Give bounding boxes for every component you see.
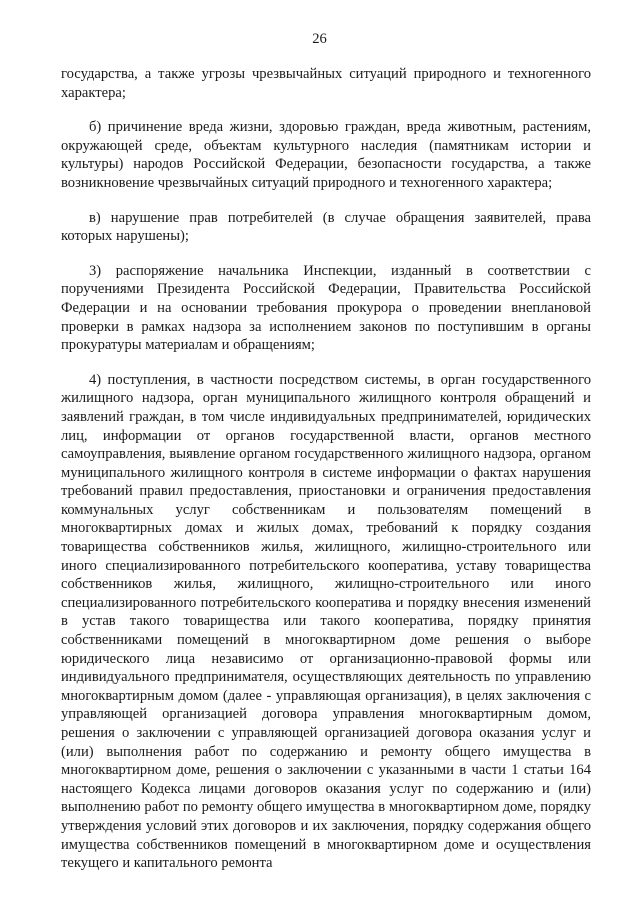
paragraph-item-v: в) нарушение прав потребителей (в случае обращения заявителей, права которых нарушены); bbox=[61, 209, 591, 245]
document-body bbox=[61, 65, 591, 873]
paragraph-item-3: 3) распоряжение начальника Инспекции, изданный в соответствии с поручениями Президента Российской Федерации, Правительства Российской Федерации и на основании требования прокурора о проведении внеплановой проверки в рамках надзора за исполнением законов по поступившим в органы прокуратуры материалам и обращениям; bbox=[61, 262, 591, 354]
page-number: 26 bbox=[312, 31, 327, 47]
paragraph-item-b: б) причинение вреда жизни, здоровью граждан, вреда животным, растениям, окружающей среде, объектам культурного наследия (памятникам истории и культуры) народов Российской Федерации, безопасности государства, а также возникновение чрезвычайных ситуаций природного и техногенного характера; bbox=[61, 119, 591, 191]
paragraph-continuation: государства, а также угрозы чрезвычайных ситуаций природного и техногенного характера; bbox=[61, 66, 591, 101]
paragraph-item-4: 4) поступления, в частности посредством системы, в орган государственного жилищного надзора, орган муниципального жилищного контроля обращений и заявлений граждан, в том числе индивидуальных предпринимателей, юридических лиц, информации от органов государственной власти, органов местного самоуправления, выявление органом государственного жилищного надзора, органом муниципального жилищного контроля в системе информации о фактах нарушения требований правил предоставления, приостановки и ограничения предоставления коммунальных услуг собственникам и пользователям помещений в многоквартирных домах и жилых домах, требований к порядку создания товарищества собственников жилья, жилищного, жилищно-строительного или иного специализированного потребительского кооператива, уставу товарищества собственников жилья, жилищного, жилищно-строительного или иного специализированного потребительского кооператива и порядку внесения изменений в устав такого товарищества или такого кооператива, порядку принятия собственниками помещений в многоквартирном доме решения о выборе юридического лица независимо от организационно-правовой формы или индивидуального предпринимателя, осуществляющих деятельность по управлению многоквартирным домом (далее - управляющая организация), в целях заключения с управляющей организацией договора управления многоквартирным домом, решения о заключении с управляющей организацией договора оказания услуг и (или) выполнения работ по содержанию и ремонту общего имущества в многоквартирном доме, решения о заключении с указанными в части 1 статьи 164 настоящего Кодекса лицами договоров оказания услуг по содержанию и (или) выполнению работ по ремонту общего имущества в многоквартирном доме, порядку утверждения условий этих договоров и их заключения, порядку содержания общего имущества собственников помещений в многоквартирном доме и осуществления текущего и капитального ремонта bbox=[61, 371, 591, 872]
